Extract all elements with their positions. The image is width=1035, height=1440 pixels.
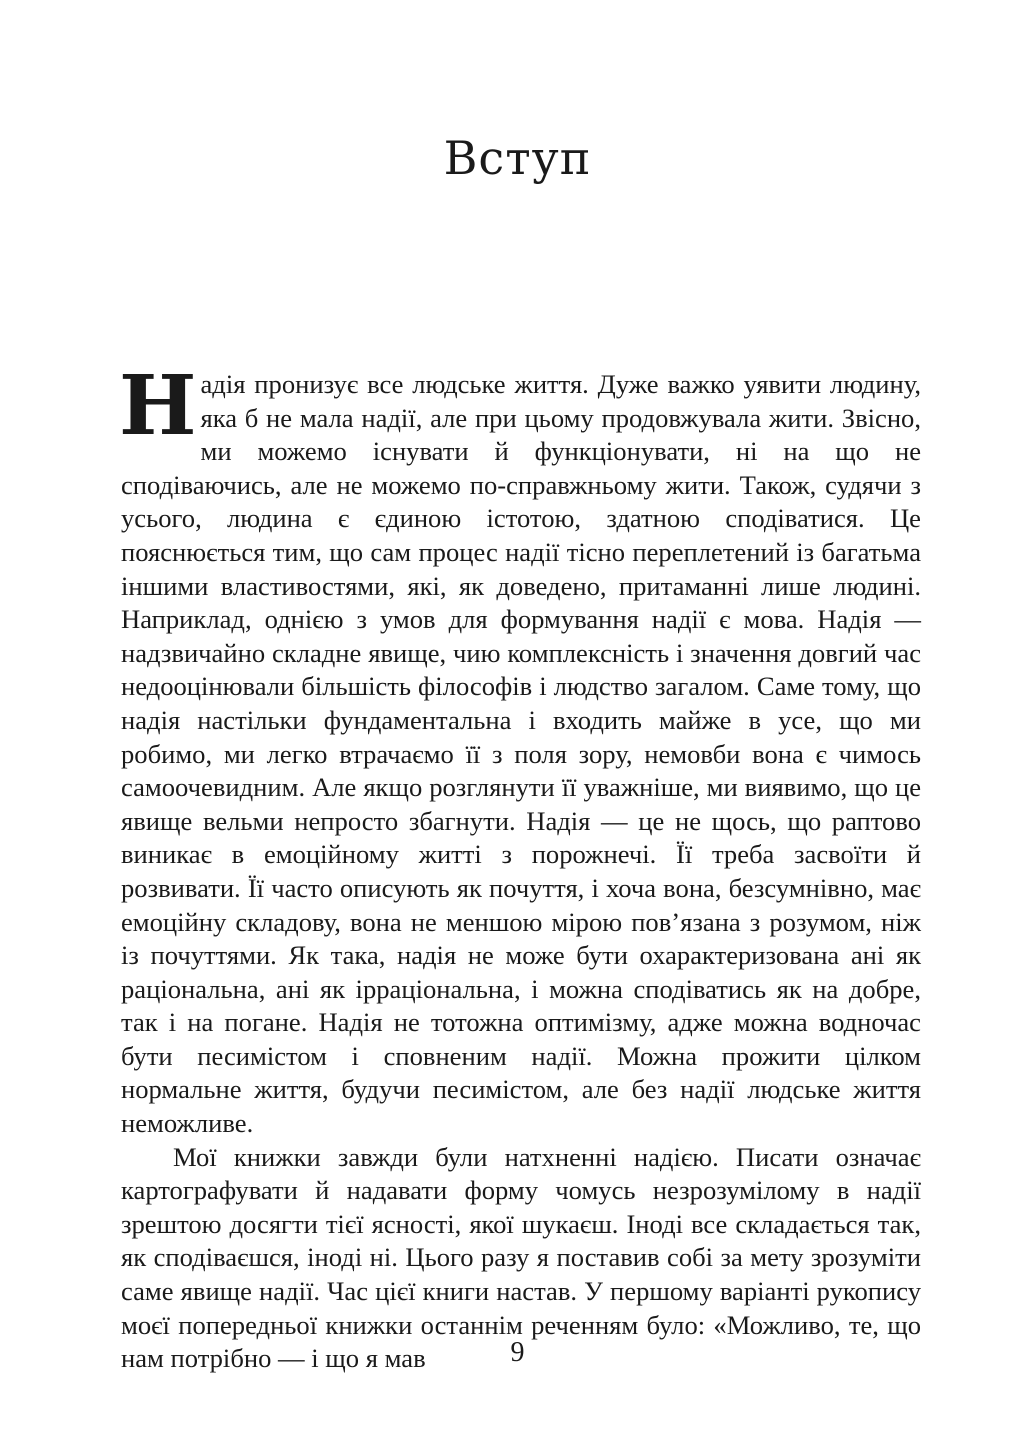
drop-cap-letter: Н [119, 358, 197, 454]
chapter-title: Вступ [443, 131, 592, 185]
paragraph-1 [119, 358, 921, 1141]
body-text [119, 358, 921, 1376]
page-number: 9 [510, 1337, 525, 1368]
paragraph-2: Мої книжки завжди були натхненні надією. Писати означає картографувати й надавати форму чомусь незрозумілому в надії зрештою досягти тієї ясності, якої шукаєш. Іноді все складається так, як сподіваєшся, іноді ні. Цього разу я поставив собі за мету зрозуміти саме явище надії. Час цієї книги настав. У першому варіанті рукопису моєї попередньої книжки останнім реченням було: «Можливо, те, що нам потрібно — і що я мав [121, 1141, 921, 1374]
paragraph-1-text: адія пронизує все людське життя. Дуже важко уявити людину, яка б не мала надії, але при цьому продовжувала жити. Звісно, ми можемо існувати й функціонувати, ні на що не сподіваючись, але не можемо по-справжньому жити. Також, судячи з усього, людина є єдиною істотою, здатною сподіватися. Це пояснюється тим, що сам процес надії тісно переплетений із багатьма іншими властивостями, які, як доведено, притаманні лише людині. Наприклад, однією з умов для формування надії є мова. Надія — надзвичайно складне явище, чию комплексність і значення довгий час недооцінювали більшість філософів і людство загалом. Саме тому, що надія настільки фундаментальна і входить майже в усе, що ми робимо, ми легко втрачаємо її з поля зору, немовби вона є чимось самоочевидним. Але якщо розглянути її уважніше, ми виявимо, що це явище вельми непросто збагнути. Надія — це не щось, що раптово виникає в емоційному житті з порожнечі. Її треба засвоїти й розвивати. Її часто описують як почуття, і хоча вона, безсумнівно, має емоційну складову, вона не меншою мірою пов’язана з розумом, ніж із почуттями. Як така, надія не може бути охарактеризована ані як раціональна, ані як ірраціональна, і можна сподіватись як на добре, так і на погане. Надія не тотожна оптимізму, адже можна водночас бути песимістом і сповненим надії. Можна прожити цілком нормальне життя, будучи песимістом, але без надії людське життя неможливе. [121, 369, 921, 1139]
